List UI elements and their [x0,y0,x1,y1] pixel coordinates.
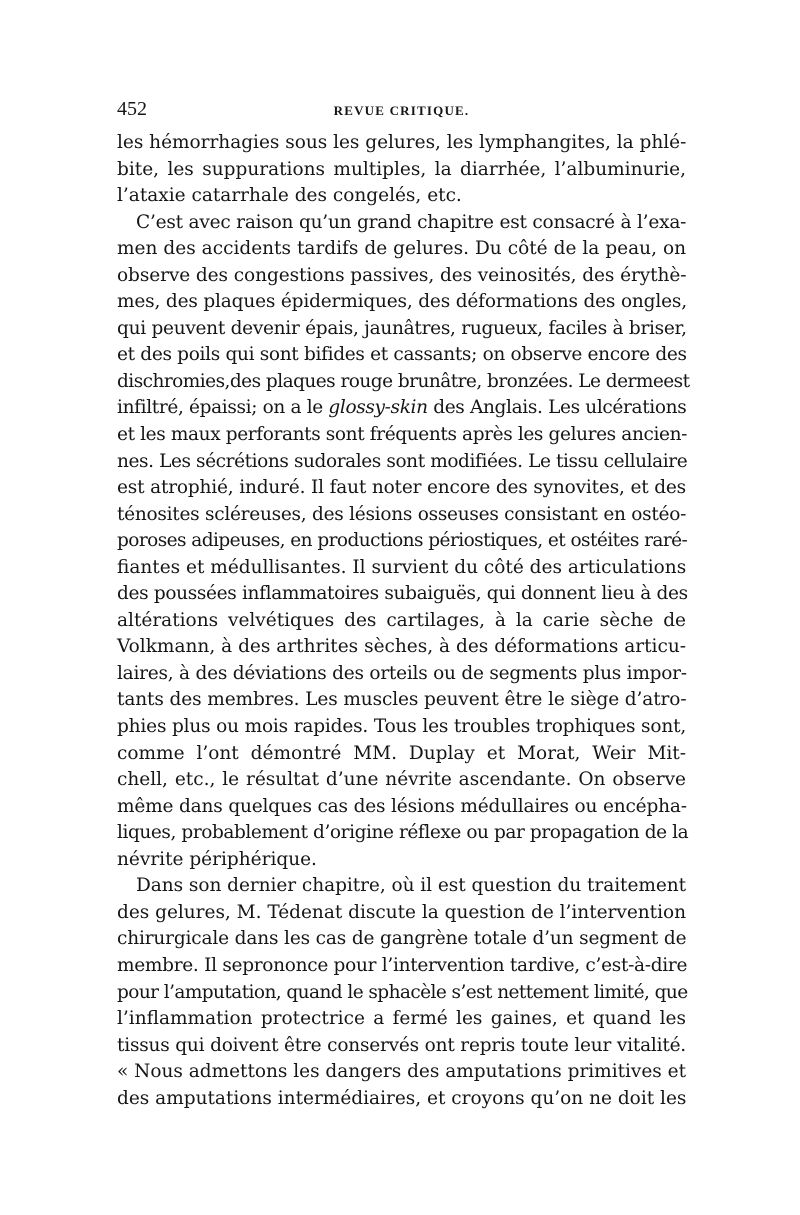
text-line: des poussées inflammatoires subaiguës, qui donnent lieu à des [117,583,688,605]
text-line: liques, probablement d’origine réflexe ou par propagation de la [117,822,689,844]
italic-term: glossy-skin [328,397,428,419]
text-line: des amputations intermédiaires, et croyons qu’on ne doit les [117,1087,687,1109]
paragraph-first-line: C’est avec raison qu’un grand chapitre est consacré à l’exa- [136,211,687,233]
text-line: est atrophié, induré. Il faut noter encore des synovites, et des [117,477,686,499]
text-line: phies plus ou mois rapides. Tous les troubles trophiques sont, [117,716,687,738]
text-line: poroses adipeuses, en productions périostiques, et ostéites raré- [117,530,688,552]
text-line: laires, à des déviations des orteils ou de segments plus impor- [117,662,687,684]
text-line: chell, etc., le résultat d’une névrite ascendante. On observe [117,769,686,791]
text-line: pour l’amputation, quand le sphacèle s’est nettement limité, que [117,981,688,1003]
text-line: même dans quelques cas des lésions médullaires ou encépha- [117,795,687,817]
text-line: névrite périphérique. [117,848,317,870]
text-line: comme l’ont démontré MM. Duplay et Morat, Weir Mit- [117,742,686,764]
text-line: men des accidents tardifs de gelures. Du côté de la peau, on [117,238,686,260]
text-line: membre. Il seprononce pour l’intervention tardive, c’est-à-dire [117,954,688,976]
text-line: altérations velvétiques des cartilages, à la carie sèche de [117,609,686,631]
text-line: « Nous admettons les dangers des amputations primitives et [117,1061,686,1083]
text-line: et les maux perforants sont fréquents après les gelures ancien- [117,424,687,446]
body-text [117,130,690,1112]
text-line: Volkmann, à des arthrites sèches, à des déformations articu- [117,636,686,658]
text-line: nes. Les sécrétions sudorales sont modifiées. Le tissu cellulaire [117,450,688,472]
text-line: qui peuvent devenir épais, jaunâtres, rugueux, faciles à briser, [117,317,687,339]
text-line: mes, des plaques épidermiques, des déformations des ongles, [117,291,687,313]
text-line: chirurgicale dans les cas de gangrène totale d’un segment de [117,928,687,950]
paragraph-first-line: Dans son dernier chapitre, où il est question du traitement [136,875,686,897]
text-line: l’inflammation protectrice a fermé les gaines, et quand les [117,1008,686,1030]
text-line: tants des membres. Les muscles peuvent être le siège d’atro- [117,689,687,711]
text-line: ténosites scléreuses, des lésions osseuses consistant en ostéo- [117,503,687,525]
text-line: observe des congestions passives, des veinosités, des érythè- [117,264,687,286]
text-line: l’ataxie catarrhale des congelés, etc. [117,185,462,207]
text-line: fiantes et médullisantes. Il survient du côté des articulations [117,556,687,578]
text-line: des gelures, M. Tédenat discute la question de l’intervention [117,901,686,923]
page-header [117,98,686,122]
page-number: 452 [117,98,147,120]
text-line: dischromies,des plaques rouge brunâtre, bronzées. Le dermeest [117,370,690,392]
text-line: les hémorrhagies sous les gelures, les lymphangites, la phlé- [117,132,687,153]
text-line: bite, les suppurations multiples, la diarrhée, l’albuminurie, [117,158,686,180]
running-head: REVUE CRITIQUE. [333,103,470,118]
text-line: et des poils qui sont bifides et cassants; on observe encore des [117,344,687,366]
text-line: tissus qui doivent être conservés ont repris toute leur vitalité. [117,1034,686,1056]
text-line: infiltré, épaissi; on a le glossy-skin des Anglais. Les ulcérations [117,397,687,419]
